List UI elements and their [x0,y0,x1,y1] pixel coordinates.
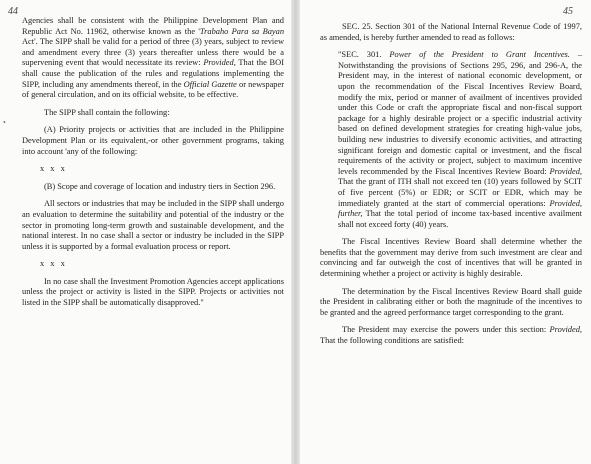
margin-mark: • [3,118,6,127]
right-page-text [320,22,582,354]
ellipsis-marker: x x x [40,259,67,269]
left-page-text [22,16,284,316]
quoted-section: "SEC. 301. Power of the President to Grant Incentives. – Notwithstanding the provisions of Sections 295, 296, and 296-A, the President may, in the interest of national economic development, or upon the recommendation of the Fiscal Incentives Review Board, modify the mix, period or manner of availment of incentives provided under this Code or craft the appropriate fiscal and non-fiscal support package for a highly desirable project or a specific industrial activity based on defined development strategies for creating high-value jobs, building new industries to diversify economic activities, and attracting significant foreign and domestic capital or investment, and the fiscal requirements of the activity or project, subject to maximum incentive levels recommended by the Fiscal Incentives Review Board: Provided, That the grant of ITH shall not exceed ten (10) years followed by SCIT of five percent (5%) or EDR; or SCIT or EDR, which may be immediately granted at the start of commercial operations: Provided, further, That the total period of income tax-based incentive availment shall not exceed forty (40) years. [338,50,583,229]
paragraph: (A) Priority projects or activities that are included in the Philippine Development Plan or its equivalent,-or other government programs, taking into account 'any of the following: [22,125,284,156]
page-number: 45 [563,6,573,17]
ellipsis-marker: x x x [40,164,67,174]
paragraph: All sectors or industries that may be included in the SIPP shall undergo an evaluation to determine the suitability and potential of the industry or the sector in promoting long-term growth and sustainable development, and the national interest. In no case shall a sector or industry be included in the SIPP unless it is supported by a formal evaluation process or report. [22,199,284,251]
right-page [300,0,591,464]
left-page [0,0,291,464]
paragraph: SEC. 25. Section 301 of the National Internal Revenue Code of 1997, as amended, is hereby further amended to read as follows: [320,22,582,42]
paragraph: (B) Scope and coverage of location and industry tiers in Section 296. [44,181,276,191]
paragraph: The President may exercise the powers under this section: Provided, That the following conditions are satisfied: [320,325,582,346]
paragraph: Agencies shall be consistent with the Philippine Development Plan and Republic Act No. 11962, otherwise known as the 'Trabaho Para sa Bayan Act'. The SIPP shall be valid for a period of three (3) years, subject to review and amendment every three (3) years thereafter unless there would be a supervening event that would necessitate its review: Provided, That the BOI shall cause the publication of the rules and regulations implementing the SIPP, including any amendments thereof, in the Official Gazette or newspaper of general circulation, and on its official website, to be effective. [22,16,285,100]
paragraph: The Fiscal Incentives Review Board shall determine whether the benefits that the government may derive from such investment are clear and convincing and far outweigh the cost of incentives that will be granted in determining whether a project or activity is highly desirable. [320,237,582,279]
page-number: 44 [8,6,18,17]
book-gutter [291,0,300,464]
paragraph: The SIPP shall contain the following: [44,107,170,117]
paragraph: In no case shall the Investment Promotion Agencies accept applications unless the project or activity is listed in the SIPP. Projects or activities not listed in the SIPP shall be automatically disapproved." [22,276,284,308]
paragraph: The determination by the Fiscal Incentives Review Board shall guide the President in calibrating either or both the magnitude of the incentives to be granted and the agreed performance target corresponding to the grant. [320,286,582,317]
